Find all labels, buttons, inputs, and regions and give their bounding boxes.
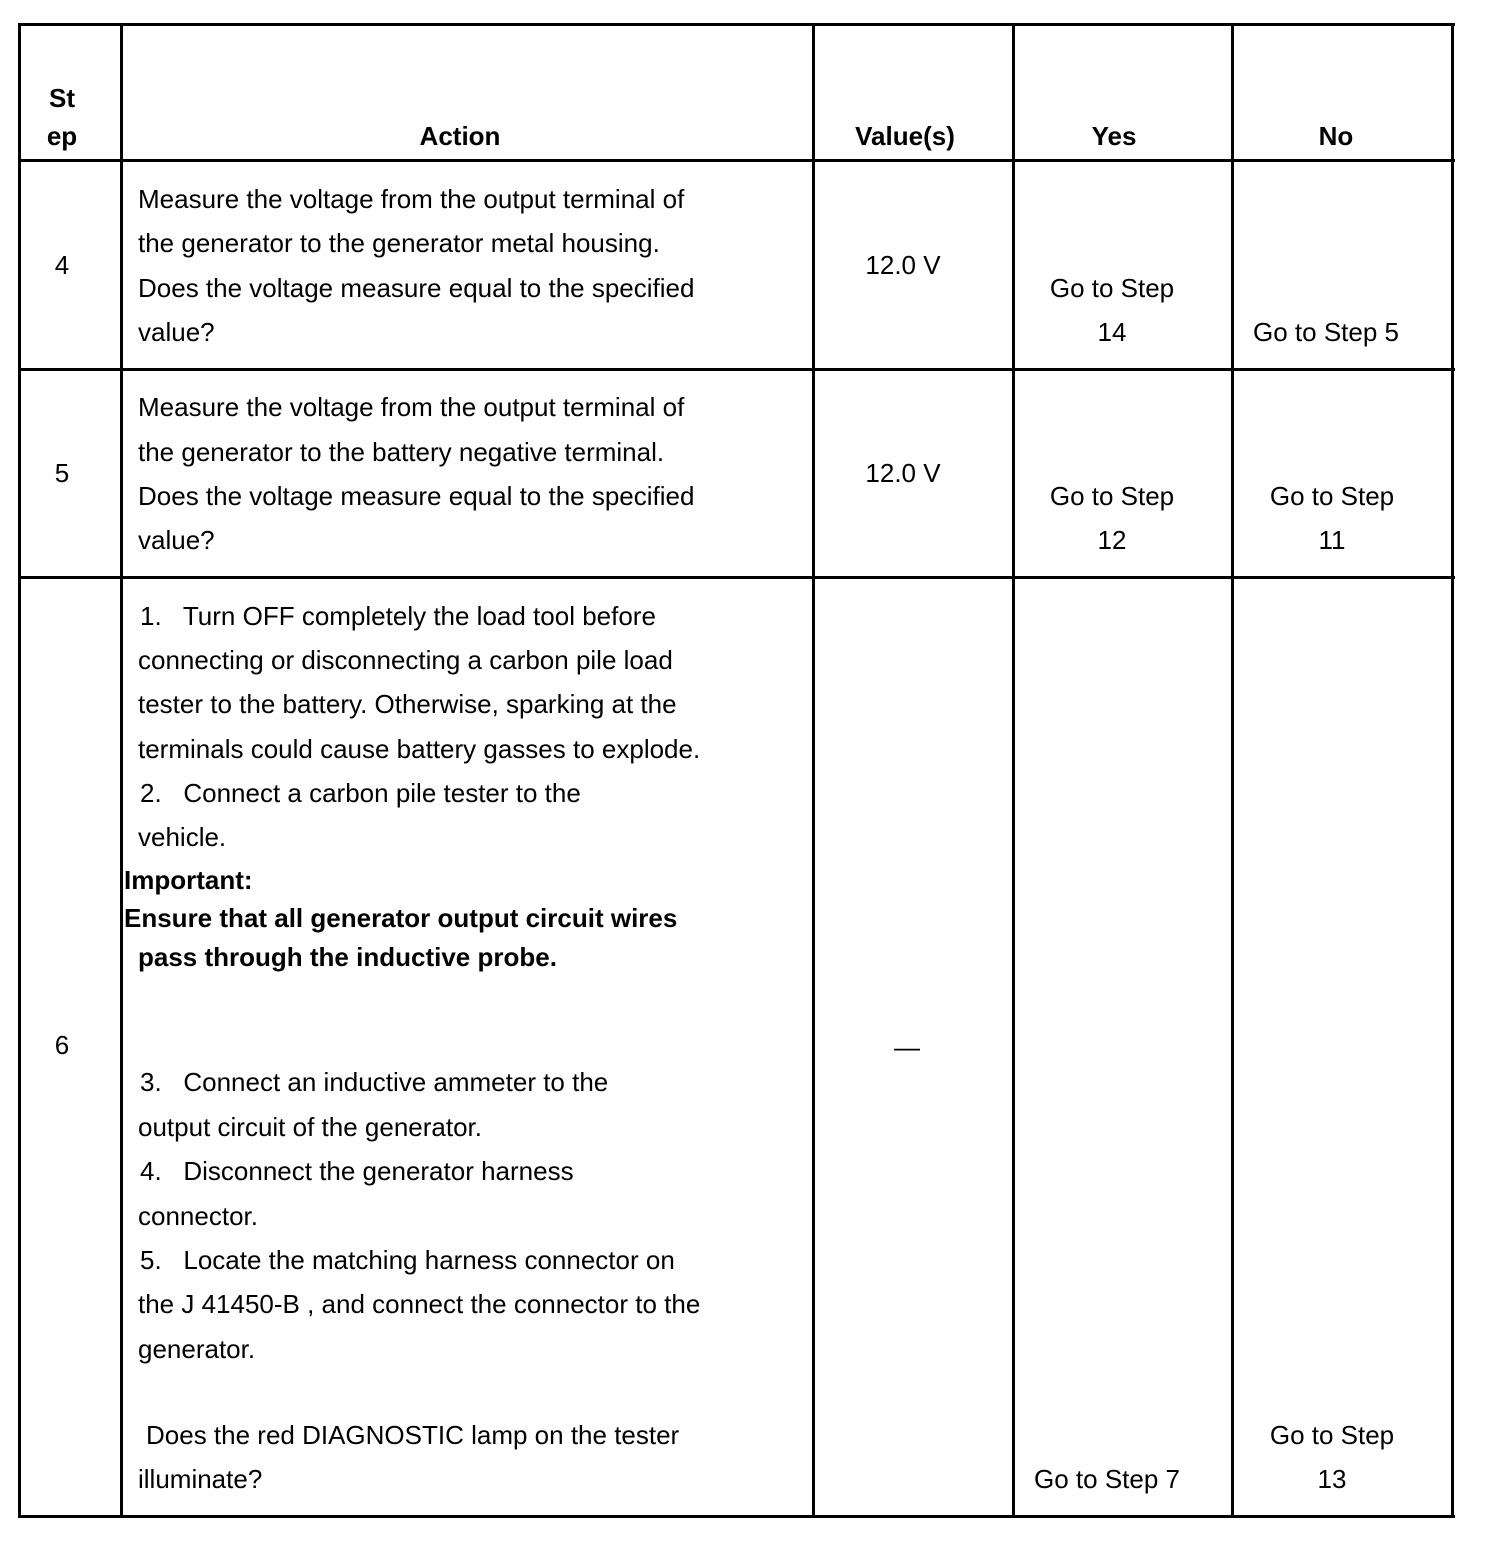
header-values: Value(s) [855, 121, 955, 151]
no-result: Go to Step 5 [1253, 317, 1399, 347]
value: 12.0 V [865, 250, 941, 280]
action-text: Measure the voltage from the output terminal of [138, 392, 685, 422]
action-text: 5. Locate the matching harness connector on [140, 1245, 675, 1275]
no-result: 13 [1317, 1464, 1347, 1494]
column-divider [1012, 23, 1015, 1518]
important-label: Important: [124, 865, 253, 895]
important-note: Ensure that all generator output circuit wires [124, 903, 678, 933]
yes-result: 14 [1097, 317, 1127, 347]
question-text: Does the red DIAGNOSTIC lamp on the tester [146, 1420, 680, 1450]
yes-result: Go to Step [1049, 273, 1175, 303]
header-yes: Yes [1091, 121, 1137, 151]
action-text: the J 41450-B , and connect the connector to the [138, 1289, 701, 1319]
action-text: 2. Connect a carbon pile tester to the [140, 778, 581, 808]
header-action: Action [419, 121, 501, 151]
action-text: 1. Turn OFF completely the load tool before [140, 601, 656, 631]
step-number: 6 [54, 1030, 70, 1060]
action-text: output circuit of the generator. [138, 1112, 482, 1142]
step-number: 4 [54, 250, 70, 280]
action-text: 3. Connect an inductive ammeter to the [140, 1067, 609, 1097]
yes-result: Go to Step 7 [1034, 1464, 1180, 1494]
no-result: Go to Step [1269, 481, 1395, 511]
no-result: 11 [1318, 525, 1346, 555]
action-text: connecting or disconnecting a carbon pile load [138, 645, 673, 675]
row-divider [18, 576, 1455, 579]
row-divider [18, 368, 1455, 371]
action-text: vehicle. [138, 822, 227, 852]
step-number: 5 [54, 458, 70, 488]
action-text: value? [138, 525, 215, 555]
header-divider [18, 159, 1455, 162]
action-text: Does the voltage measure equal to the specified [138, 273, 695, 303]
important-note: pass through the inductive probe. [138, 942, 557, 972]
yes-result: Go to Step [1049, 481, 1175, 511]
action-text: generator. [138, 1334, 256, 1364]
action-text: the generator to the battery negative terminal. [138, 437, 665, 467]
table-border-right [1451, 23, 1454, 1518]
header-no: No [1318, 121, 1354, 151]
action-text: terminals could cause battery gasses to explode. [138, 734, 701, 764]
yes-result: 12 [1097, 525, 1127, 555]
table-border-bottom [18, 1515, 1455, 1518]
table-border-top [18, 23, 1455, 26]
column-divider [1231, 23, 1234, 1518]
header-step: St [49, 83, 75, 113]
table-border-left [18, 23, 21, 1518]
header-step: ep [46, 121, 78, 151]
value: — [894, 1032, 920, 1062]
column-divider [812, 23, 815, 1518]
action-text: tester to the battery. Otherwise, sparking at the [138, 689, 677, 719]
column-divider [120, 23, 123, 1518]
action-text: value? [138, 317, 215, 347]
question-text: illuminate? [138, 1464, 263, 1494]
action-text: the generator to the generator metal housing. [138, 228, 660, 258]
no-result: Go to Step [1269, 1420, 1395, 1450]
value: 12.0 V [865, 458, 941, 488]
action-text: Does the voltage measure equal to the specified [138, 481, 695, 511]
action-text: Measure the voltage from the output terminal of [138, 184, 685, 214]
action-text: connector. [138, 1201, 258, 1231]
action-text: 4. Disconnect the generator harness [140, 1156, 574, 1186]
